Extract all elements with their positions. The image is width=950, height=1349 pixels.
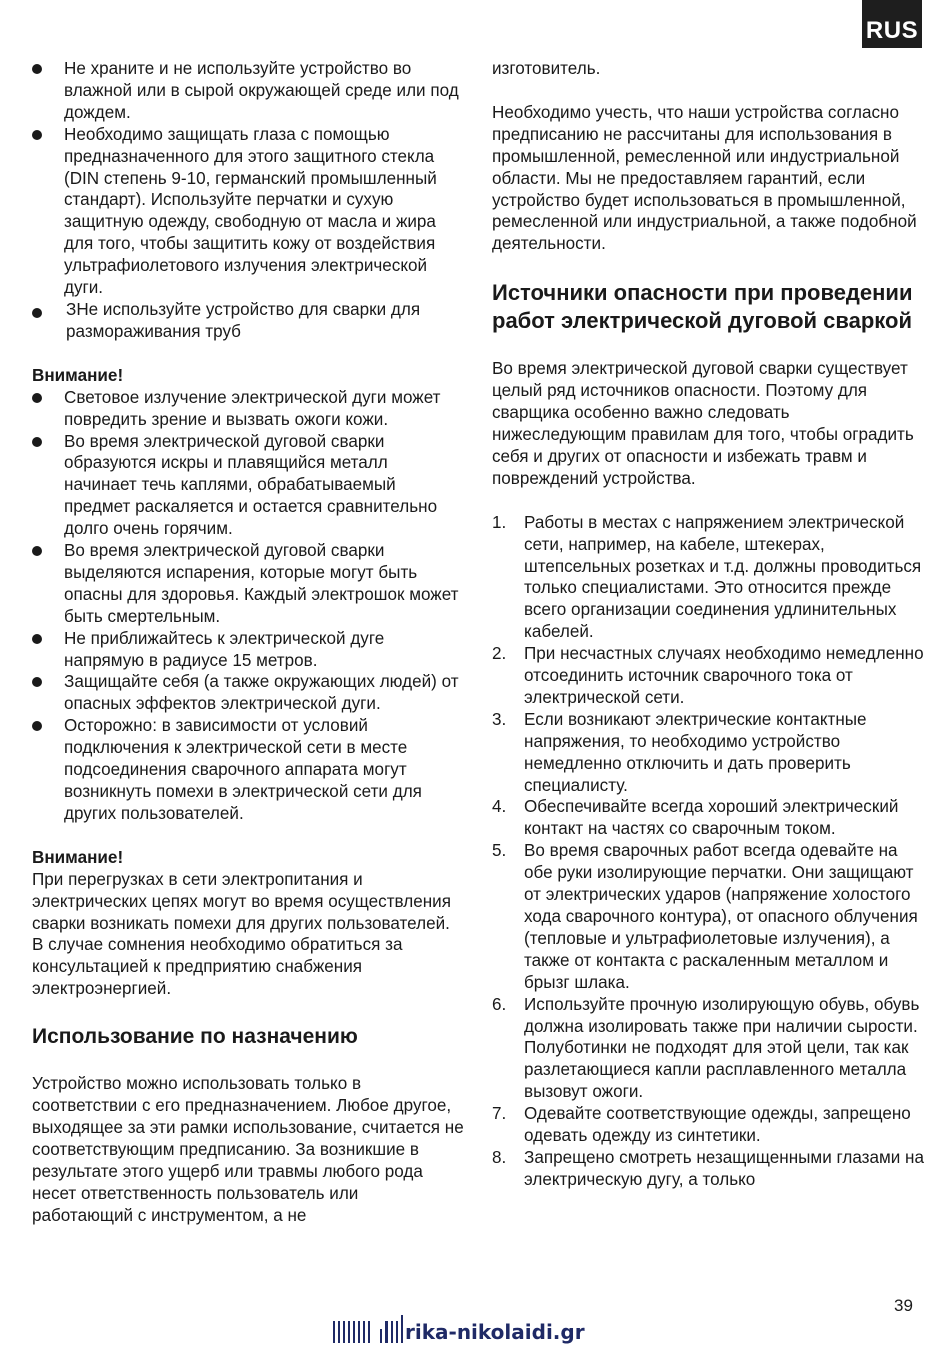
continuation-text: изготовитель. bbox=[492, 59, 601, 78]
overload-warning-text: При перегрузках в сети электропитания и электрических цепях могут во время осуществления сварки возникать помехи для других пользователей. В случае сомнения необходимо обратиться за консультацией к предприятию снабжения электроэнергией. bbox=[32, 869, 451, 999]
list-item: 6. Используйте прочную изолирующую обувь, обувь должна изолировать также при наличии сырости. Полуботинки не подходят для этой цели, так как разлетающиеся капли расплавленного металла вызовут ожоги. bbox=[492, 994, 920, 1102]
bullet-icon bbox=[32, 546, 42, 556]
attention-label: Внимание! bbox=[32, 365, 124, 385]
intended-use-text: Устройство можно использовать только в соответствии с его предназначением. Любое другое, выходящее за эти рамки использование, считается не соответствующим предписанию. За возникшие в результате этого ущерб или травмы любого рода несет ответственность пользователь или работающий с инструментом, а не bbox=[32, 1074, 464, 1225]
bullet-icon bbox=[32, 393, 42, 403]
list-item: Необходимо защищать глаза с помощью предназначенного для этого защитного стекла (DIN степень 9-10, германский промышленный стандарт). Используйте перчатки и сухую защитную одежду, свободную от масла и жира для того, чтобы защитить кожу от воздействия ультрафиолетового излучения электрической дуги. bbox=[32, 124, 464, 299]
barcode-icon bbox=[380, 1321, 403, 1343]
list-item: Не храните и не используйте устройство во влажной или в сырой окружающей среде или под дождем. bbox=[32, 58, 464, 124]
list-item: 3. Если возникают электрические контактные напряжения, то необходимо устройство немедленно отключить и дать проверить специалисту. bbox=[492, 709, 867, 795]
bullet-icon bbox=[32, 308, 42, 318]
industrial-use-note: Необходимо учесть, что наши устройства согласно предписанию не рассчитаны для использования в промышленной, ремесленной или индустриальной области. Мы не предоставляем гарантий, если устройство будет использоваться в промышленной, ремесленной или индустриальной, а также подобной деятельности. bbox=[492, 102, 917, 254]
list-item: Световое излучение электрической дуги может повредить зрение и вызвать ожоги кожи. bbox=[32, 387, 464, 431]
list-item: Осторожно: в зависимости от условий подключения к электрической сети в месте подсоединения сварочного аппарата могут возникнуть помехи в электрической сети для других пользователей. bbox=[32, 715, 464, 825]
watermark-text: rika-nikolaidi.gr bbox=[405, 1320, 585, 1344]
list-item: Во время электрической дуговой сварки образуются искры и плавящийся металл начинает течь каплями, обрабатываемый предмет раскаляется и остается сравнительно долго очень горячим. bbox=[32, 431, 464, 541]
right-column bbox=[492, 58, 924, 1191]
page-number: 39 bbox=[894, 1296, 913, 1315]
left-column bbox=[32, 58, 464, 1227]
bullet-icon bbox=[32, 437, 42, 447]
bullet-icon bbox=[32, 677, 42, 687]
list-item: 1. Работы в местах с напряжением электрической сети, например, на кабеле, штекерах, штепсельных розетках и т.д. должны проводиться только специалистами. Это относится прежде всего организации соединения удлинительных кабелей. bbox=[492, 512, 922, 642]
barcode-icon bbox=[333, 1321, 370, 1343]
list-item: Защищайте себя (а также окружающих людей) от опасных эффектов электрической дуги. bbox=[32, 671, 464, 715]
list-item: 2. При несчастных случаях необходимо немедленно отсоединить источник сварочного тока от электрической сети. bbox=[492, 644, 924, 707]
bullet-icon bbox=[32, 634, 42, 644]
list-item: ЗНе используйте устройство для сварки для размораживания труб bbox=[32, 299, 464, 343]
section-heading-intended-use: Использование по назначению bbox=[32, 1025, 358, 1049]
section-heading-hazard-sources: Источники опасности при проведении работ электрической дуговой сваркой bbox=[492, 280, 913, 334]
safety-bullet-list bbox=[32, 58, 464, 343]
list-item: 7. Одевайте соответствующие одежды, запрещено одевать одежду из синтетики. bbox=[492, 1104, 911, 1146]
list-item: 4. Обеспечивайте всегда хороший электрический контакт на частях со сварочным током. bbox=[492, 797, 899, 839]
bullet-icon bbox=[32, 721, 42, 731]
list-item: Во время электрической дуговой сварки выделяются испарения, которые могут быть опасны для здоровья. Каждый электрошок может быть смертельным. bbox=[32, 540, 464, 628]
list-item: Не приближайтесь к электрической дуге напрямую в радиусе 15 метров. bbox=[32, 628, 464, 672]
language-badge: RUS bbox=[862, 0, 922, 48]
safety-rules-list bbox=[492, 512, 924, 1191]
list-item: 5. Во время сварочных работ всегда одевайте на обе руки изолирующие перчатки. Они защищают от электрических ударов (напряжение холостого хода сварочного контура), от опасного облучения (тепловые и ультрафиолетовые излучения), а также от контакта с раскаленным металлом и брызг шлака. bbox=[492, 841, 918, 992]
watermark bbox=[333, 1316, 585, 1348]
hazard-intro-text: Во время электрической дуговой сварки существует целый ряд источников опасности. Поэтому для сварщика особенно важно следовать нижеследующим правилам для того, чтобы оградить себя и других от опасности и избежать травм и повреждений устройства. bbox=[492, 359, 914, 488]
attention-label: Внимание! bbox=[32, 847, 124, 867]
bullet-icon bbox=[32, 64, 42, 74]
list-item: 8. Запрещено смотреть незащищенными глазами на электрическую дугу, а только bbox=[492, 1147, 924, 1189]
bullet-icon bbox=[32, 130, 42, 140]
arc-hazard-bullet-list bbox=[32, 387, 464, 825]
